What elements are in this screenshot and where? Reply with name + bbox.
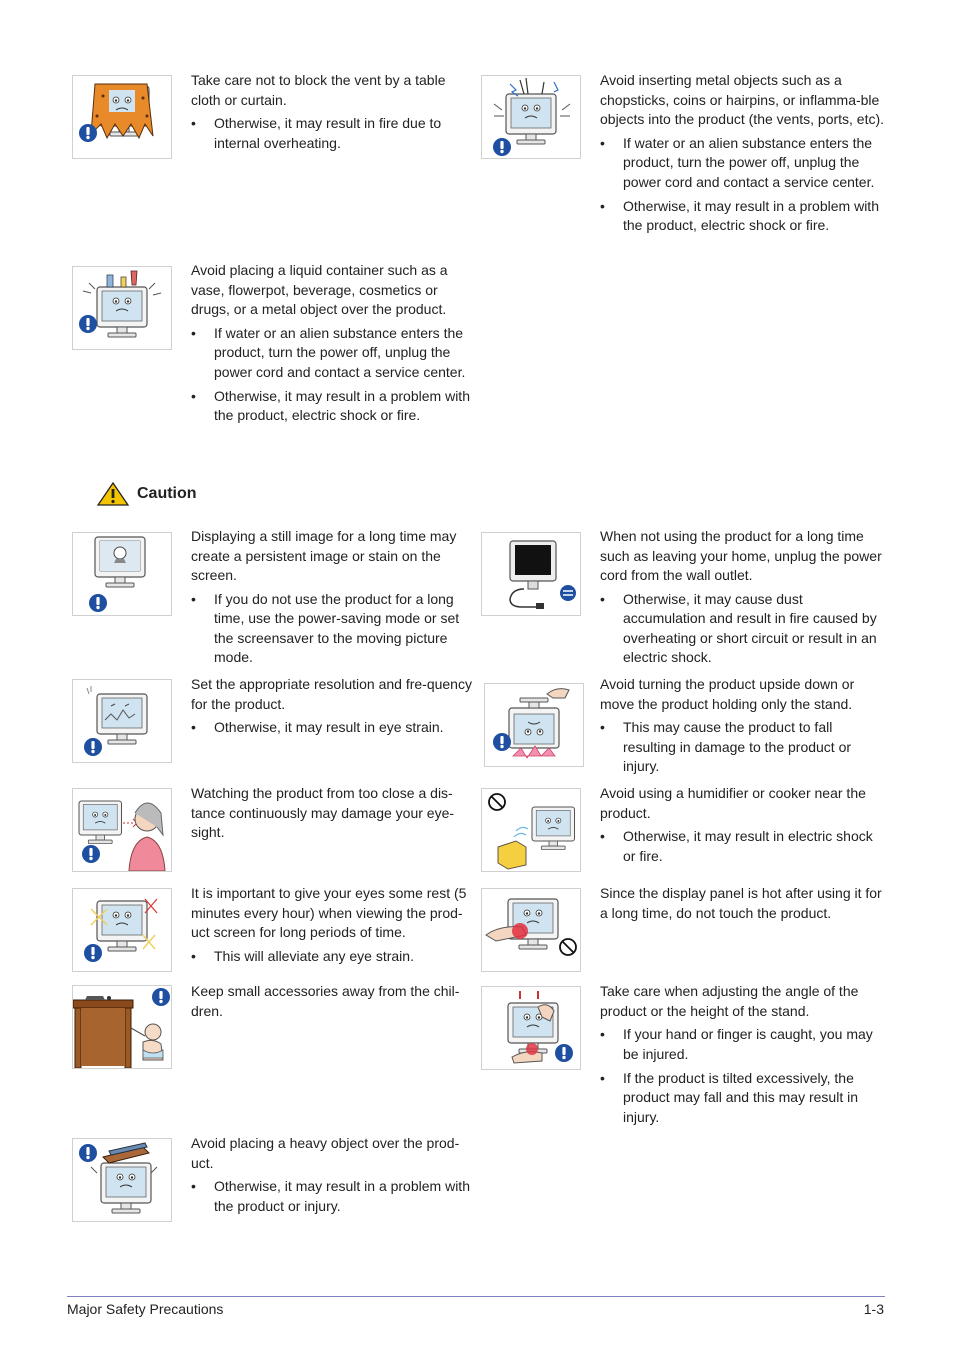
hot-panel-text: Since the display panel is hot after using it for a long time, do not touch the product. xyxy=(600,885,882,921)
children-illustration xyxy=(72,985,172,1069)
still-image-illustration xyxy=(72,532,172,616)
liquid-text: Avoid placing a liquid container such as a vase, flowerpot, beverage, cosmetics or drugs, or a metal object over the product. xyxy=(191,262,448,317)
footer-section-title: Major Safety Precautions xyxy=(67,1301,224,1317)
upside-down-illustration xyxy=(484,683,584,767)
children-text: Keep small accessories away from the chil-dren. xyxy=(191,983,460,1019)
too-close-text: Watching the product from too close a dis-tance continuously may damage your eye-sight. xyxy=(191,785,455,840)
upside-down-text: Avoid turning the product upside down or move the product holding only the stand. xyxy=(600,676,855,712)
vent-text: Take care not to block the vent by a table cloth or curtain. xyxy=(191,72,446,108)
heavy-text: Avoid placing a heavy object over the prod-uct. xyxy=(191,1135,460,1171)
unplug-bullet-1: • Otherwise, it may cause dust accumulation and result in fire caused by overheating or short circuit or result in an electric shock. xyxy=(600,590,885,668)
page-number: 1-3 xyxy=(863,1301,884,1317)
upside-down-bullet-1: • This may cause the product to fall resulting in damage to the product or injury. xyxy=(600,718,885,777)
angle-text: Take care when adjusting the angle of the product or the height of the stand. xyxy=(600,983,859,1019)
heavy-illustration xyxy=(72,1138,172,1222)
resolution-bullet-1: • Otherwise, it may result in eye strain. xyxy=(191,718,476,738)
humidifier-text: Avoid using a humidifier or cooker near the product. xyxy=(600,785,866,821)
vent-illustration xyxy=(72,75,172,159)
metal-bullet-2: • Otherwise, it may result in a problem with the product, electric shock or fire. xyxy=(600,197,885,236)
unplug-text: When not using the product for a long time such as leaving your home, unplug the power cord from the wall outlet. xyxy=(600,528,882,583)
heavy-bullet-1: • Otherwise, it may result in a problem with the product or injury. xyxy=(191,1177,476,1216)
too-close-illustration xyxy=(72,788,172,872)
humidifier-bullet-1: • Otherwise, it may result in electric shock or fire. xyxy=(600,827,885,866)
still-image-bullet-1: • If you do not use the product for a long time, use the power-saving mode or set the screensaver to the moving picture mode. xyxy=(191,590,476,668)
metal-bullet-1: • If water or an alien substance enters the product, turn the power off, unplug the power cord and contact a service center. xyxy=(600,134,885,193)
hot-panel-illustration xyxy=(481,888,581,972)
caution-triangle-icon xyxy=(97,482,129,506)
caution-heading xyxy=(97,482,197,506)
angle-illustration xyxy=(481,986,581,1070)
humidifier-illustration xyxy=(481,788,581,872)
metal-illustration xyxy=(481,75,581,159)
unplug-illustration xyxy=(481,532,581,616)
angle-bullet-1: • If your hand or finger is caught, you may be injured. xyxy=(600,1025,885,1064)
vent-bullet-1: • Otherwise, it may result in fire due to internal overheating. xyxy=(191,114,471,153)
caution-label: Caution xyxy=(137,485,197,502)
rest-bullet-1: • This will alleviate any eye strain. xyxy=(191,947,476,967)
angle-bullet-2: • If the product is tilted excessively, the product may fall and this may result in injury. xyxy=(600,1069,885,1128)
liquid-illustration xyxy=(72,266,172,350)
resolution-text: Set the appropriate resolution and fre-quency for the product. xyxy=(191,676,472,712)
liquid-bullet-2: • Otherwise, it may result in a problem with the product, electric shock or fire. xyxy=(191,387,476,426)
metal-text: Avoid inserting metal objects such as a chopsticks, coins or hairpins, or inflamma-ble objects into the product (the vents, ports, etc). xyxy=(600,72,885,127)
rest-text: It is important to give your eyes some rest (5 minutes every hour) when viewing the prod-uct screen for long periods of time. xyxy=(191,885,467,940)
footer-rule xyxy=(67,1296,885,1297)
resolution-illustration xyxy=(72,679,172,763)
liquid-bullet-1: • If water or an alien substance enters the product, turn the power off, unplug the power cord and contact a service center. xyxy=(191,324,476,383)
rest-illustration xyxy=(72,888,172,972)
still-image-text: Displaying a still image for a long time may create a persistent image or stain on the screen. xyxy=(191,528,457,583)
